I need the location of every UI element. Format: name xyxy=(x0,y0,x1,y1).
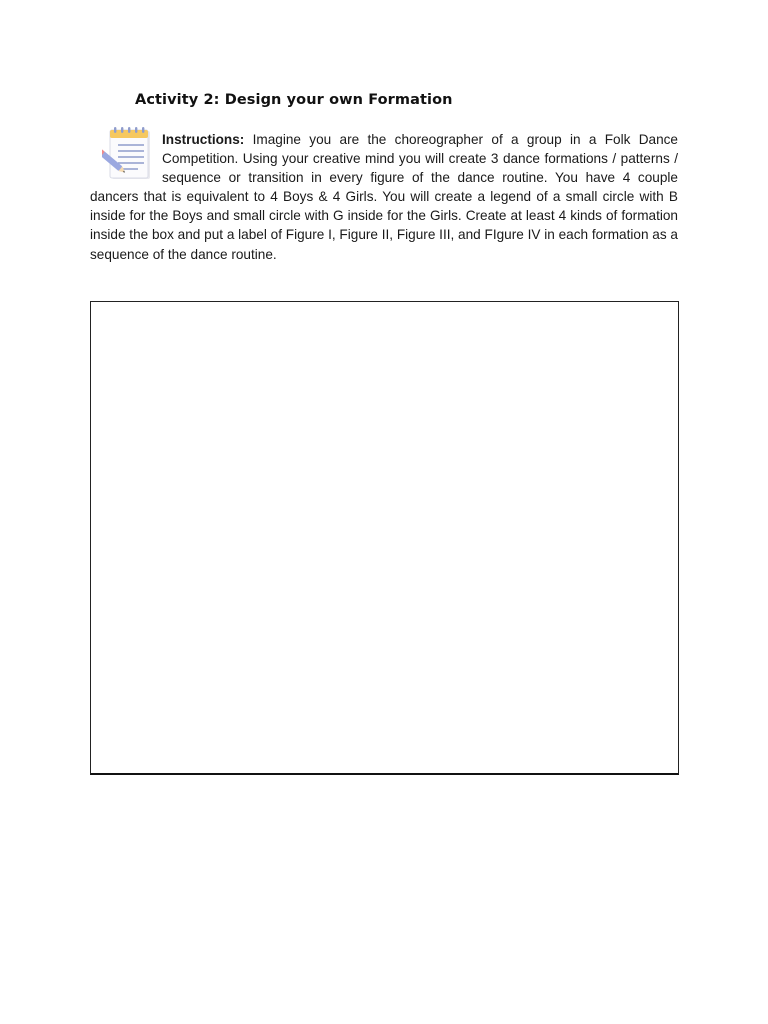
instructions-text: Imagine you are the choreographer of a group in a Folk Dance Competition. Using your creative mind you will create 3 dance formations / patterns / sequence or transition in every figure of the dance routine. You have 4 couple dancers that is equivalent to 4 Boys & 4 Girls. You will create a legend of a small circle with B inside for the Boys and small circle with G inside for the Girls. Create at least 4 kinds of formation inside the box and put a label of Figure I, Figure II, Figure III, and FIgure IV in each formation as a sequence of the dance routine. xyxy=(90,132,678,262)
notepad-pencil-icon xyxy=(90,130,162,187)
instructions-label: Instructions: xyxy=(162,132,245,147)
activity-title: Activity 2: Design your own Formation xyxy=(135,92,453,108)
instructions-block xyxy=(90,130,678,264)
formation-drawing-box[interactable] xyxy=(90,301,679,775)
